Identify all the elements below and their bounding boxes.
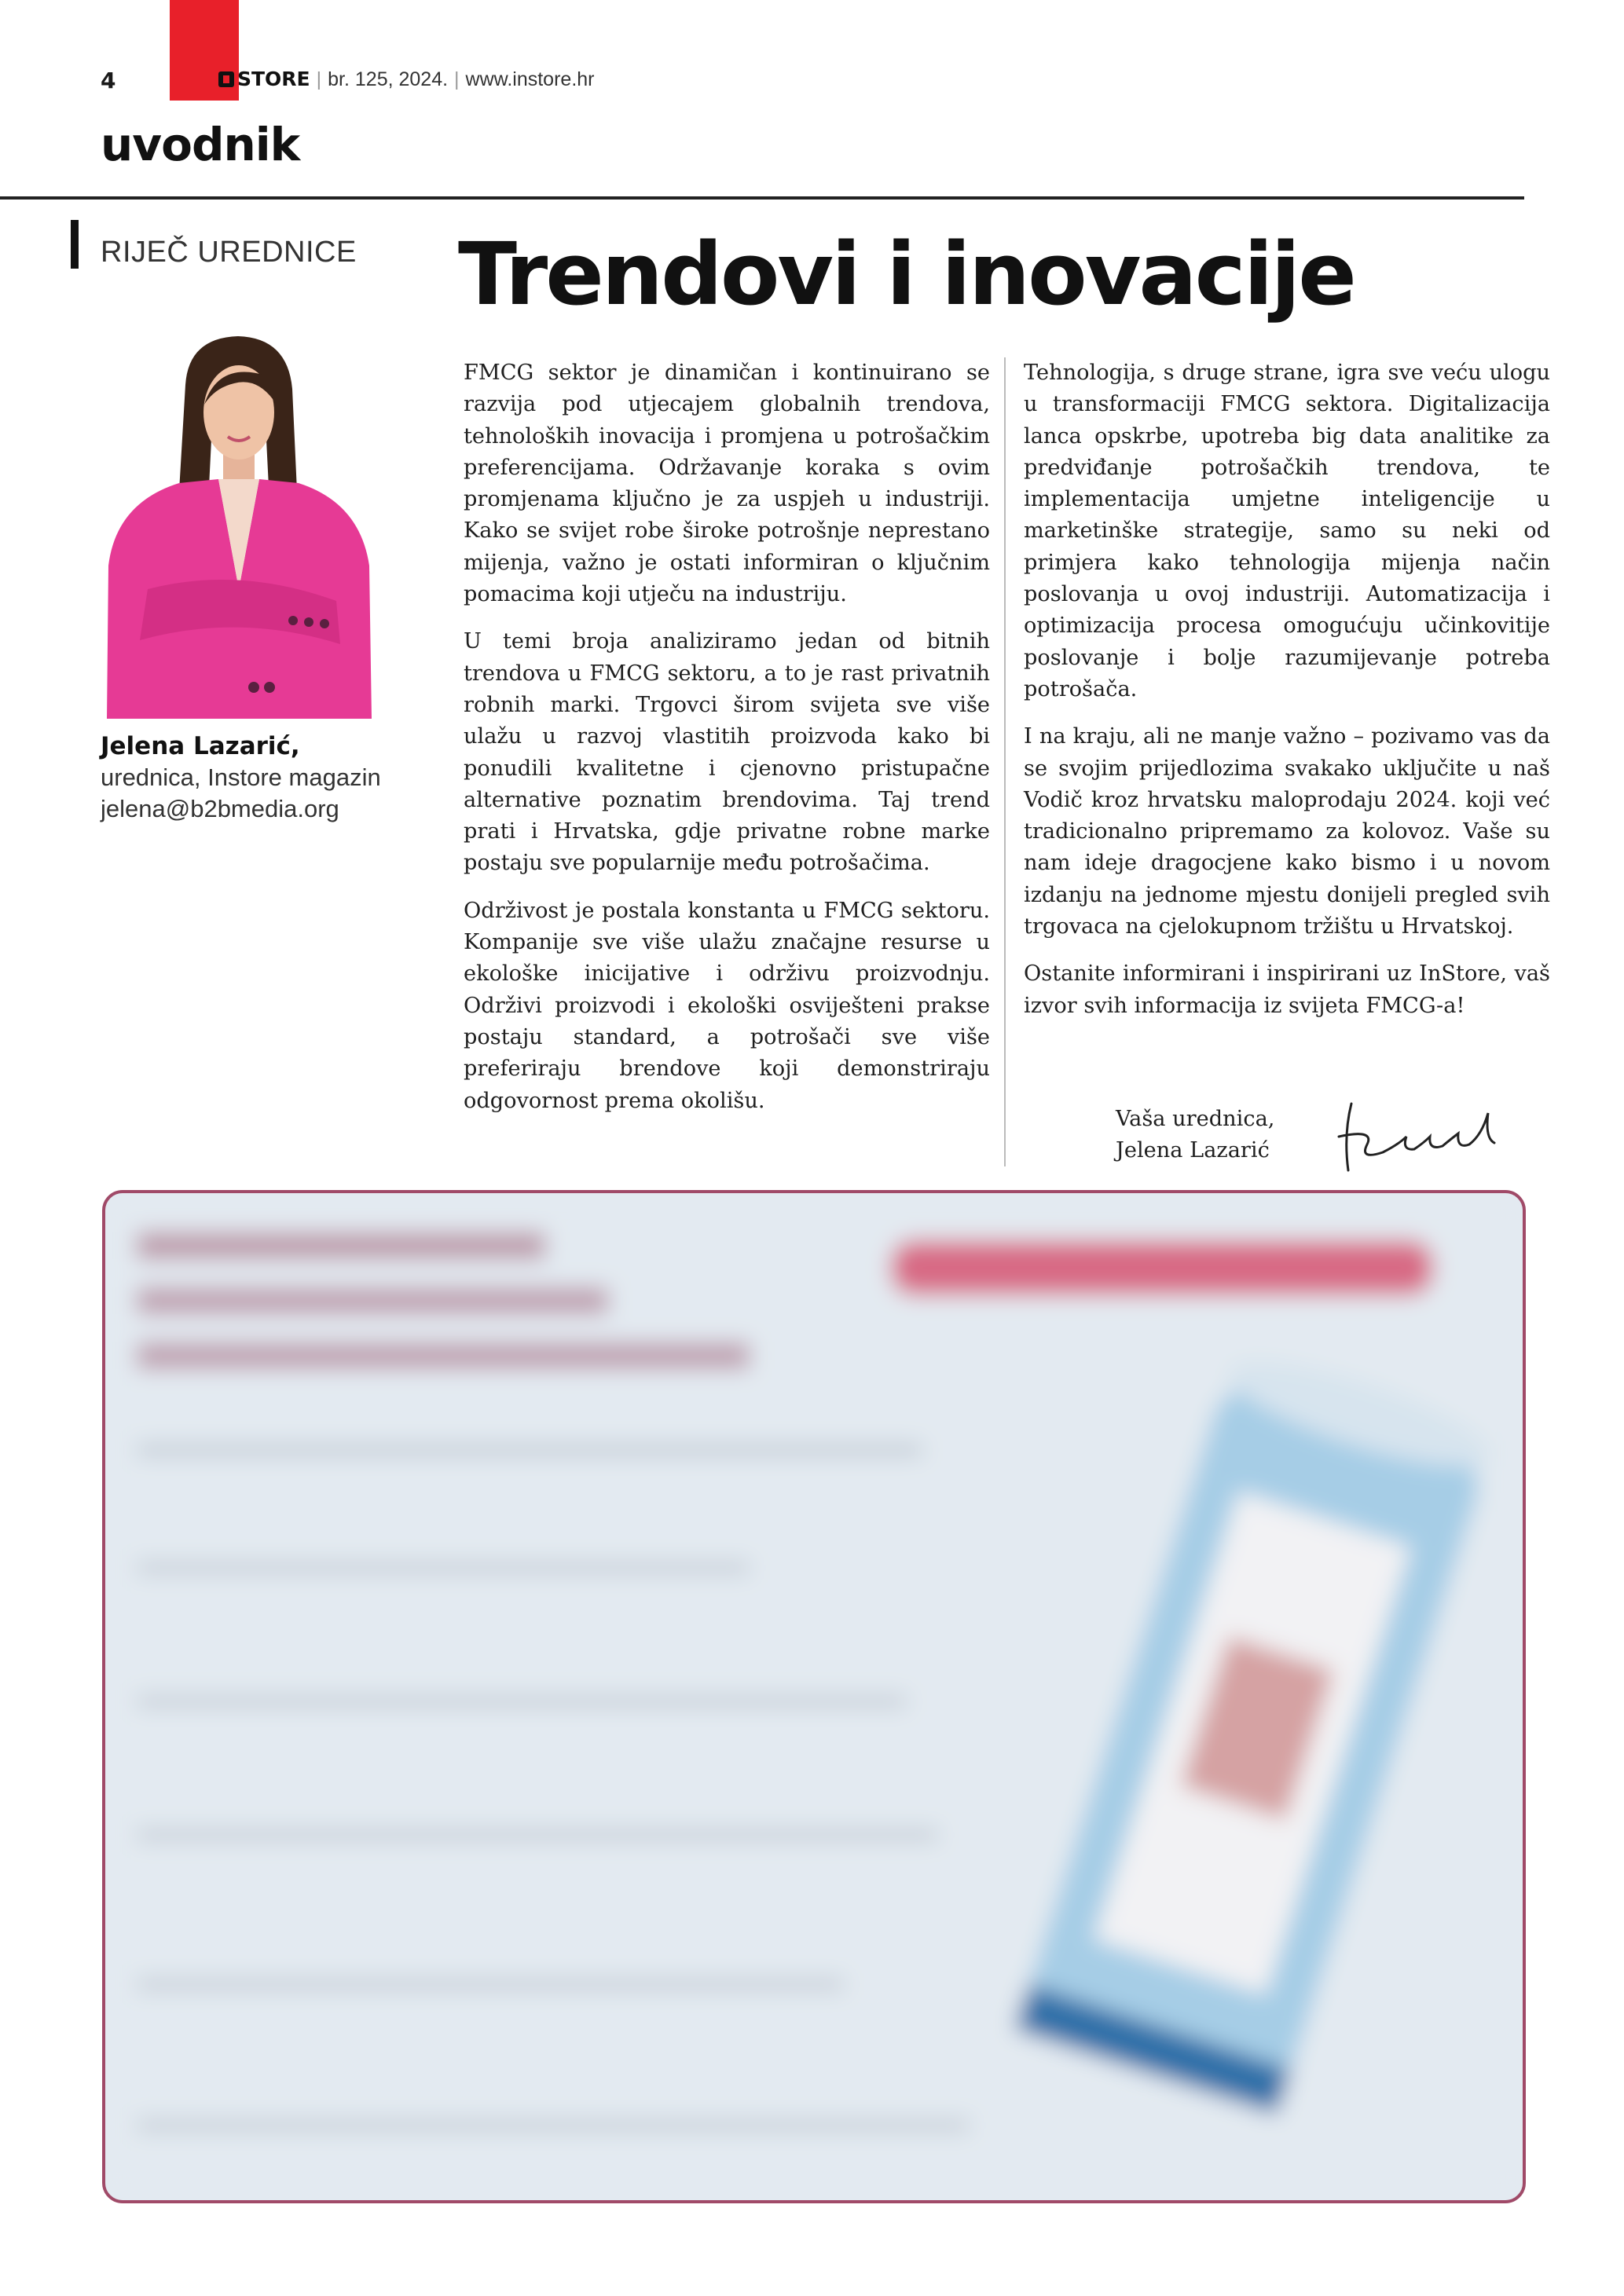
blurred-advertisement: [102, 1190, 1526, 2203]
header-rule: [0, 196, 1524, 200]
headline: Trendovi i inovacije: [458, 224, 1355, 324]
article-column-2: [1024, 357, 1550, 1038]
paragraph: Održivost je postala konstanta u FMCG sektoru. Kompanije sve više ulažu značajne resurse u ekološke inicijative i održivu proizvodnju. Održivi proizvodi i ekološki osviješteni prakse postaju standard, a potrošači sve više preferiraju brendove koji demonstriraju odgovornost prema okolišu.: [464, 898, 990, 1113]
author-portrait: [101, 330, 376, 719]
paragraph: Ostanite informirani i inspirirani uz InStore, vaš izvor svih informacija iz svijeta FMCG-a!: [1024, 961, 1550, 1018]
instore-logo-icon: [218, 71, 234, 87]
author-name: Jelena Lazarić,: [101, 732, 300, 760]
paragraph: I na kraju, ali ne manje važno – pozivamo vas da se svojim prijedlozima svakako uključite u naš Vodič kroz hrvatsku maloprodaju 2024. koji već tradicionalno pripremamo za kolovoz. Vaše su nam ideje dragocjene kako bismo i u novom izdanju na jednome mjestu donijeli pregled svih trgovaca na cjelokupnom tržištu u Hrvatskoj.: [1024, 724, 1550, 939]
paragraph: U temi broja analiziramo jedan od bitnih trendova u FMCG sektoru, a to je rast privatnih robnih marki. Trgovci širom svijeta sve više ulažu u razvoj vlastitih proizvoda kako bi ponudili kvalitetne i cjenovno pristupačne alternative poznatim brendovima. Taj trend prati i Hrvatska, gdje privatne robne marke postaju sve popularnije među potrošačima.: [464, 629, 990, 876]
kicker: RIJEČ UREDNICE: [101, 236, 357, 269]
ad-artwork: [105, 1193, 1523, 2200]
column-divider: [1004, 357, 1006, 1166]
signoff: [1116, 1104, 1274, 1166]
paragraph: FMCG sektor je dinamičan i kontinuirano se razvija pod utjecajem globalnih trendova, tehnoloških inovacija i promjena u potrošačkim preferencijama. Održavanje koraka s ovim promjenama ključno je za uspjeh u industriji. Kako se svijet robe široke potrošnje neprestano mijenja, važno je ostati informiran o ključnim pomacima koji utječu na industriju.: [464, 361, 990, 607]
section-title: uvodnik: [101, 118, 300, 171]
handwritten-signature: [1320, 1088, 1516, 1178]
issue-info: br. 125, 2024.: [328, 68, 449, 90]
separator: |: [316, 68, 322, 90]
separator: |: [454, 68, 460, 90]
author-role: urednica, Instore magazin: [101, 764, 381, 791]
signoff-name: Jelena Lazarić: [1116, 1138, 1270, 1163]
website-link[interactable]: www.instore.hr: [465, 68, 595, 90]
signoff-line: Vaša urednica,: [1116, 1107, 1275, 1131]
brand-name: STORE: [237, 68, 310, 90]
paragraph: Tehnologija, s druge strane, igra sve veću ulogu u transformaciji FMCG sektora. Digitalizacija lanca opskrbe, upotreba big data analitike za predviđanje potrošačkih trendova, te implementacija umjetne inteligencije u marketinške strategije, samo su neki od primjera kako tehnologija mijenja način poslovanja u ovoj industriji. Automatizacija i optimizacija procesa omogućuju učinkovitije poslovanje i bolje razumijevanje potreba potrošača.: [1024, 361, 1550, 701]
author-email[interactable]: jelena@b2bmedia.org: [101, 795, 339, 822]
author-block: [101, 731, 381, 825]
article-column-1: [464, 357, 990, 1133]
masthead: [218, 68, 595, 91]
kicker-bar: [71, 220, 79, 269]
page-number: 4: [101, 68, 116, 93]
